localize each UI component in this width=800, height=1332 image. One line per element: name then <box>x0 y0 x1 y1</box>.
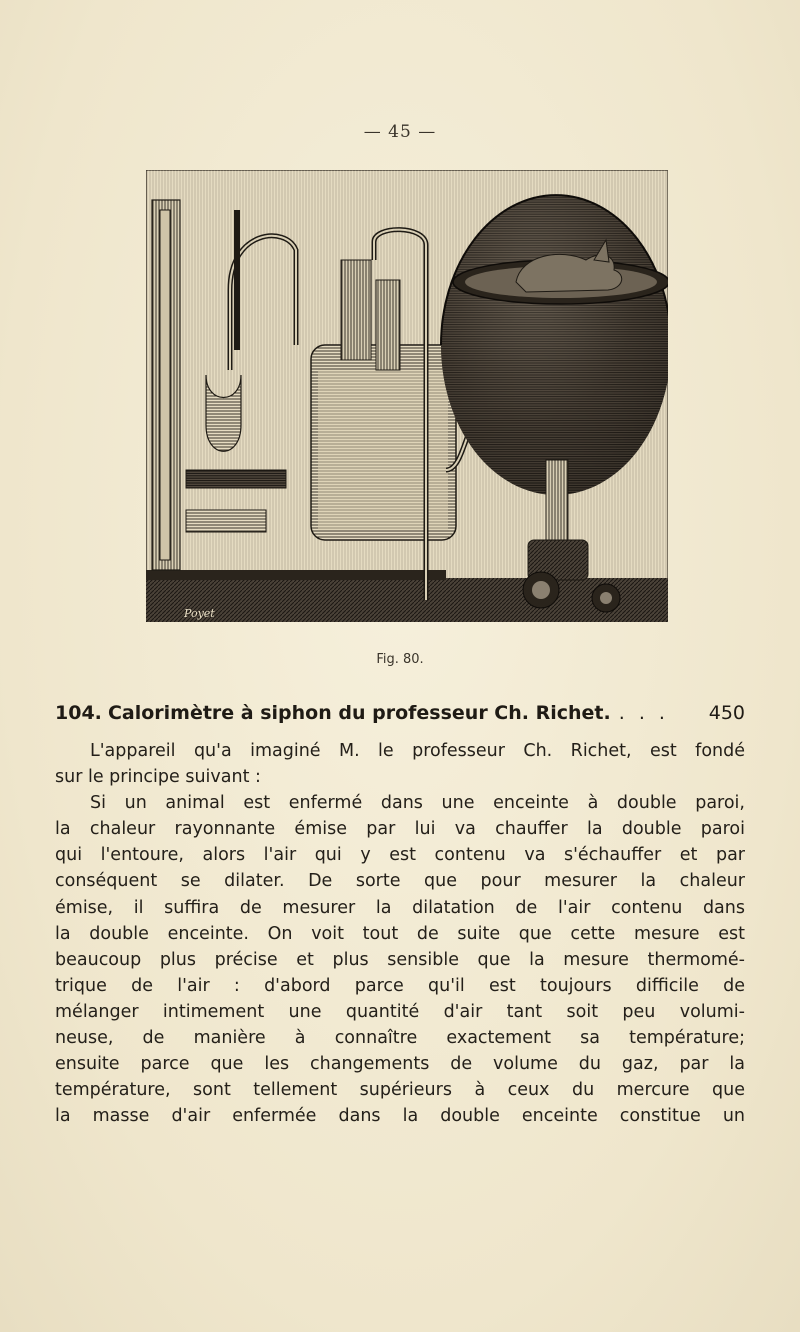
text-line: sur le principe suivant : <box>55 767 261 788</box>
section-heading <box>55 702 745 724</box>
figure-caption: Fig. 80. <box>376 652 424 667</box>
text-line: Si un animal est enfermé dans une enceinte à double paroi, <box>90 793 745 814</box>
section-page-reference: 450 <box>708 702 745 724</box>
text-line: température, sont tellement supérieurs à ceux du mercure que <box>55 1080 745 1101</box>
engraving-illustration <box>146 170 668 622</box>
section-number: 104. <box>55 702 102 724</box>
engraver-signature: Poyet <box>184 607 215 620</box>
text-line: conséquent se dilater. De sorte que pour mesurer la chaleur <box>55 871 745 892</box>
text-line: beaucoup plus précise et plus sensible que la mesure thermomé- <box>55 949 745 970</box>
dot-leader: . . . <box>618 702 669 724</box>
text-line: émise, il suffira de mesurer la dilatation de l'air contenu dans <box>55 897 745 918</box>
page-number: — 45 — <box>363 122 437 142</box>
text-line: trique de l'air : d'abord parce qu'il est toujours difficile de <box>55 975 745 996</box>
text-line: la chaleur rayonnante émise par lui va chauffer la double paroi <box>55 819 745 840</box>
text-line: mélanger intimement une quantité d'air tant soit peu volumi- <box>55 1001 745 1022</box>
text-line: L'appareil qu'a imaginé M. le professeur Ch. Richet, est fondé <box>90 741 745 761</box>
body-paragraphs <box>55 738 745 1129</box>
text-line: neuse, de manière à connaître exactement sa température; <box>55 1028 745 1049</box>
section-title: Calorimètre à siphon du professeur Ch. Richet. <box>107 702 611 724</box>
text-line: ensuite parce que les changements de volume du gaz, par la <box>55 1054 745 1075</box>
text-line: la double enceinte. On voit tout de suite que cette mesure est <box>55 923 745 944</box>
calorimeter-engraving <box>146 170 668 622</box>
text-line: la masse d'air enfermée dans la double enceinte constitue un <box>55 1106 745 1127</box>
text-line: qui l'entoure, alors l'air qui y est contenu va s'échauffer et par <box>55 845 745 866</box>
